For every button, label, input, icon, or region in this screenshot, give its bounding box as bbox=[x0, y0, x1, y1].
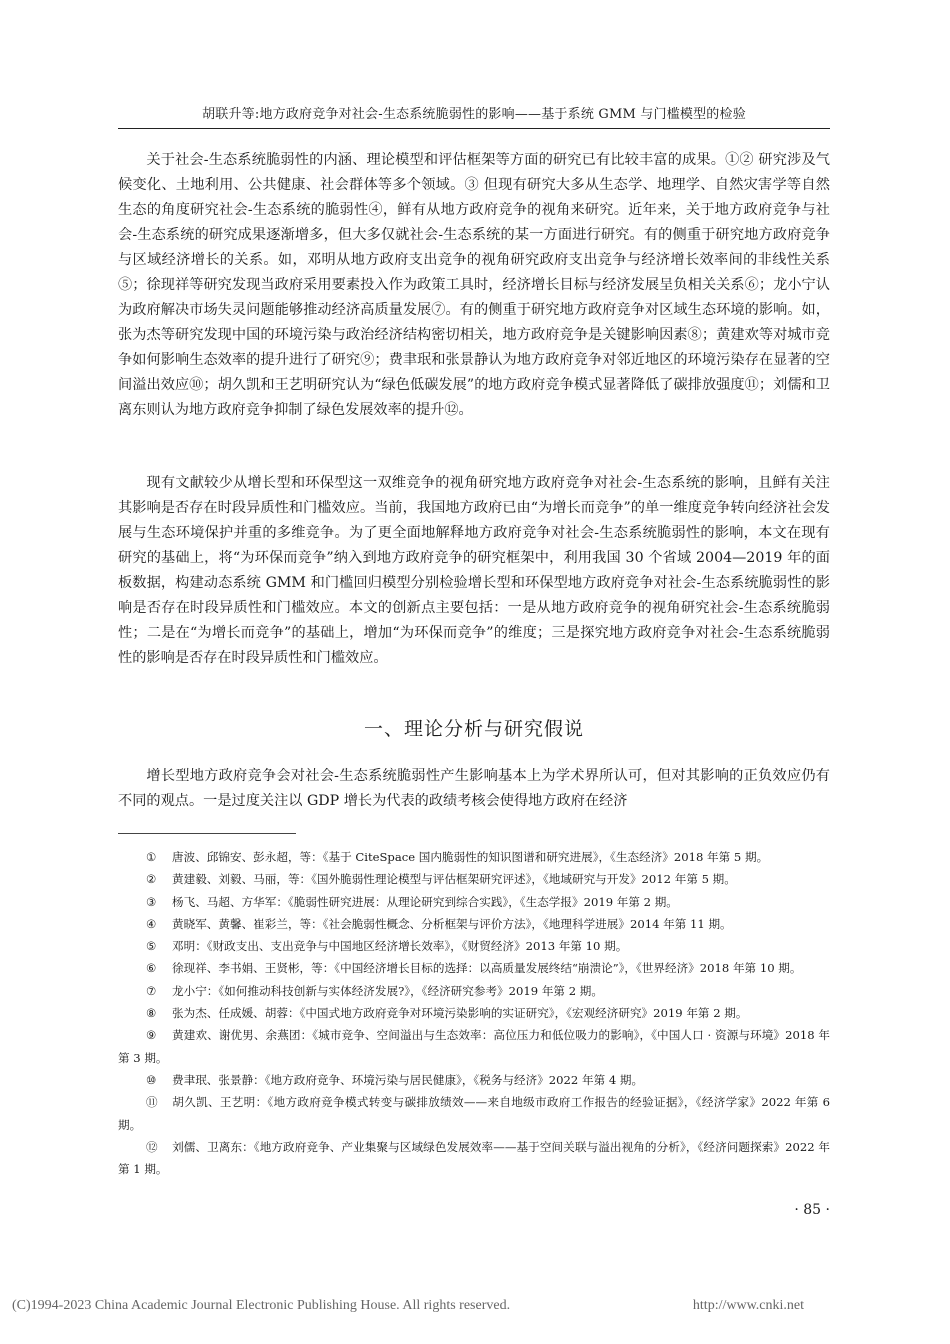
footnote bbox=[118, 1136, 830, 1181]
footnote bbox=[118, 957, 830, 979]
header-rule bbox=[118, 128, 830, 129]
footnote-text: 杨飞、马超、方华军：《脆弱性研究进展：从理论研究到综合实践》，《生态学报》2019 年第 2 期。 bbox=[172, 894, 678, 909]
footnote-text: 邓明：《财政支出、支出竞争与中国地区经济增长效率》，《财贸经济》2013 年第 10 期。 bbox=[172, 939, 628, 954]
copyright-bar bbox=[12, 1296, 938, 1316]
footnote-mark: ⑨ bbox=[146, 1028, 157, 1043]
footnote bbox=[118, 1091, 830, 1136]
footnote-text: 唐波、邱锦安、彭永超，等：《基于 CiteSpace 国内脆弱性的知识图谱和研究进展》，《生态经济》2018 年第 5 期。 bbox=[172, 850, 769, 864]
footnote-mark: ② bbox=[146, 872, 157, 887]
footnote bbox=[118, 1069, 830, 1091]
footnote-mark: ④ bbox=[146, 916, 157, 931]
footnote-mark: ⑩ bbox=[146, 1072, 157, 1087]
footnote-mark: ⑫ bbox=[146, 1139, 158, 1154]
footnote bbox=[118, 1002, 830, 1024]
footnote-text: 刘儒、卫离东：《地方政府竞争、产业集聚与区域绿色发展效率——基于空间关联与溢出视角的分析》，《经济问题探索》2022 年第 1 期。 bbox=[118, 1139, 830, 1177]
footnote bbox=[118, 846, 830, 868]
footnote-mark: ⑤ bbox=[146, 939, 157, 954]
footnote-mark: ⑥ bbox=[146, 961, 157, 976]
body-paragraph-1: 关于社会-生态系统脆弱性的内涵、理论模型和评估框架等方面的研究已有比较丰富的成果。①② 研究涉及气候变化、土地利用、公共健康、社会群体等多个领域。③ 但现有研究大多从生态学、地理学、自然灾害学等自然生态的角度研究社会-生态系统的脆弱性④，鲜有从地方政府竞争的视角来研究。近年来，关于地方政府竞争与社会-生态系统的研究成果逐渐增多，但大多仅就社会-生态系统的某一方面进行研究。有的侧重于研究地方政府竞争与区域经济增长的关系。如，邓明从地方政府支出竞争的视角研究政府支出竞争与经济增长效率间的非线性关系⑤；徐现祥等研究发现当政府采用要素投入作为政策工具时，经济增长目标与经济发展呈负相关关系⑥；龙小宁认为政府解决市场失灵问题能够推动经济高质量发展⑦。有的侧重于研究地方政府竞争对区域生态环境的影响。如，张为杰等研究发现中国的环境污染与政治经济结构密切相关，地方政府竞争是关键影响因素⑧；黄建欢等对城市竞争如何影响生态效率的提升进行了研究⑨；费聿珉和张景静认为地方政府竞争对邻近地区的环境污染存在显著的空间溢出效应⑩；胡久凯和王艺明研究认为“绿色低碳发展”的地方政府竞争模式显著降低了碳排放强度⑪；刘儒和卫离东则认为地方政府竞争抑制了绿色发展效率的提升⑫。 bbox=[118, 152, 830, 418]
copyright-url[interactable]: http://www.cnki.net bbox=[692, 1298, 804, 1313]
footnote-list bbox=[118, 846, 830, 1180]
footnote bbox=[118, 980, 830, 1002]
footnote-text: 黄建毅、刘毅、马丽，等：《国外脆弱性理论模型与评估框架研究评述》，《地域研究与开发》2012 年第 5 期。 bbox=[172, 872, 736, 887]
footnote-text: 费聿珉、张景静：《地方政府竞争、环境污染与居民健康》，《税务与经济》2022 年第 4 期。 bbox=[172, 1072, 644, 1087]
copyright-text: (C)1994-2023 China Academic Journal Electronic Publishing House. All rights reserved. bbox=[12, 1298, 511, 1313]
footnote-mark: ⑦ bbox=[146, 983, 157, 998]
page-number: · 85 · bbox=[794, 1202, 830, 1218]
footnote-mark: ⑧ bbox=[146, 1006, 157, 1021]
footnote bbox=[118, 1024, 830, 1069]
section-title: 一、理论分析与研究假说 bbox=[363, 718, 584, 740]
footnote bbox=[118, 868, 830, 890]
footnote-text: 龙小宁：《如何推动科技创新与实体经济发展?》，《经济研究参考》2019 年第 2 期。 bbox=[172, 983, 603, 998]
footnote-text: 张为杰、任成媛、胡蓉：《中国式地方政府竞争对环境污染影响的实证研究》，《宏观经济研究》2019 年第 2 期。 bbox=[172, 1006, 748, 1021]
footnote-mark: ① bbox=[146, 850, 157, 864]
footnote-rule bbox=[118, 833, 296, 834]
footnote-text: 黄建欢、谢优男、余燕团：《城市竞争、空间溢出与生态效率：高位压力和低位吸力的影响》，《中国人口 · 资源与环境》2018 年第 3 期。 bbox=[118, 1028, 830, 1065]
footnote-text: 徐现祥、李书娟、王贤彬，等：《中国经济增长目标的选择：以高质量发展终结“崩溃论”》，《世界经济》2018 年第 10 期。 bbox=[172, 961, 802, 976]
footnote-mark: ③ bbox=[146, 894, 157, 909]
footnote bbox=[118, 913, 830, 935]
footnote bbox=[118, 891, 830, 913]
body-paragraph-2: 现有文献较少从增长型和环保型这一双维竞争的视角研究地方政府竞争对社会-生态系统的影响，且鲜有关注其影响是否存在时段异质性和门槛效应。当前，我国地方政府已由“为增长而竞争”的单一维度竞争转向经济社会发展与生态环境保护并重的多维竞争。为了更全面地解释地方政府竞争对社会-生态系统脆弱性的影响，本文在现有研究的基础上，将“为环保而竞争”纳入到地方政府竞争的研究框架中，利用我国 30 个省域 2004—2019 年的面板数据，构建动态系统 GMM 和门槛回归模型分别检验增长型和环保型地方政府竞争对社会-生态系统脆弱性的影响是否存在时段异质性和门槛效应。本文的创新点主要包括：一是从地方政府竞争的视角研究社会-生态系统脆弱性；二是在“为增长而竞争”的基础上，增加“为环保而竞争”的维度；三是探究地方政府竞争对社会-生态系统脆弱性的影响是否存在时段异质性和门槛效应。 bbox=[118, 475, 830, 666]
footnote-text: 胡久凯、王艺明：《地方政府竞争模式转变与碳排放绩效——来自地级市政府工作报告的经验证据》，《经济学家》2022 年第 6 期。 bbox=[118, 1095, 830, 1132]
footnote-mark: ⑪ bbox=[146, 1095, 158, 1110]
body-paragraph-3: 增长型地方政府竞争会对社会-生态系统脆弱性产生影响基本上为学术界所认可，但对其影响的正负效应仍有不同的观点。一是过度关注以 GDP 增长为代表的政绩考核会使得地方政府在经济 bbox=[118, 768, 830, 809]
footnote-text: 黄晓军、黄馨、崔彩兰，等：《社会脆弱性概念、分析框架与评价方法》，《地理科学进展》2014 年第 11 期。 bbox=[172, 916, 732, 931]
running-header: 胡联升等:地方政府竞争对社会-生态系统脆弱性的影响——基于系统 GMM 与门槛模型的检验 bbox=[202, 107, 746, 122]
footnote bbox=[118, 935, 830, 957]
